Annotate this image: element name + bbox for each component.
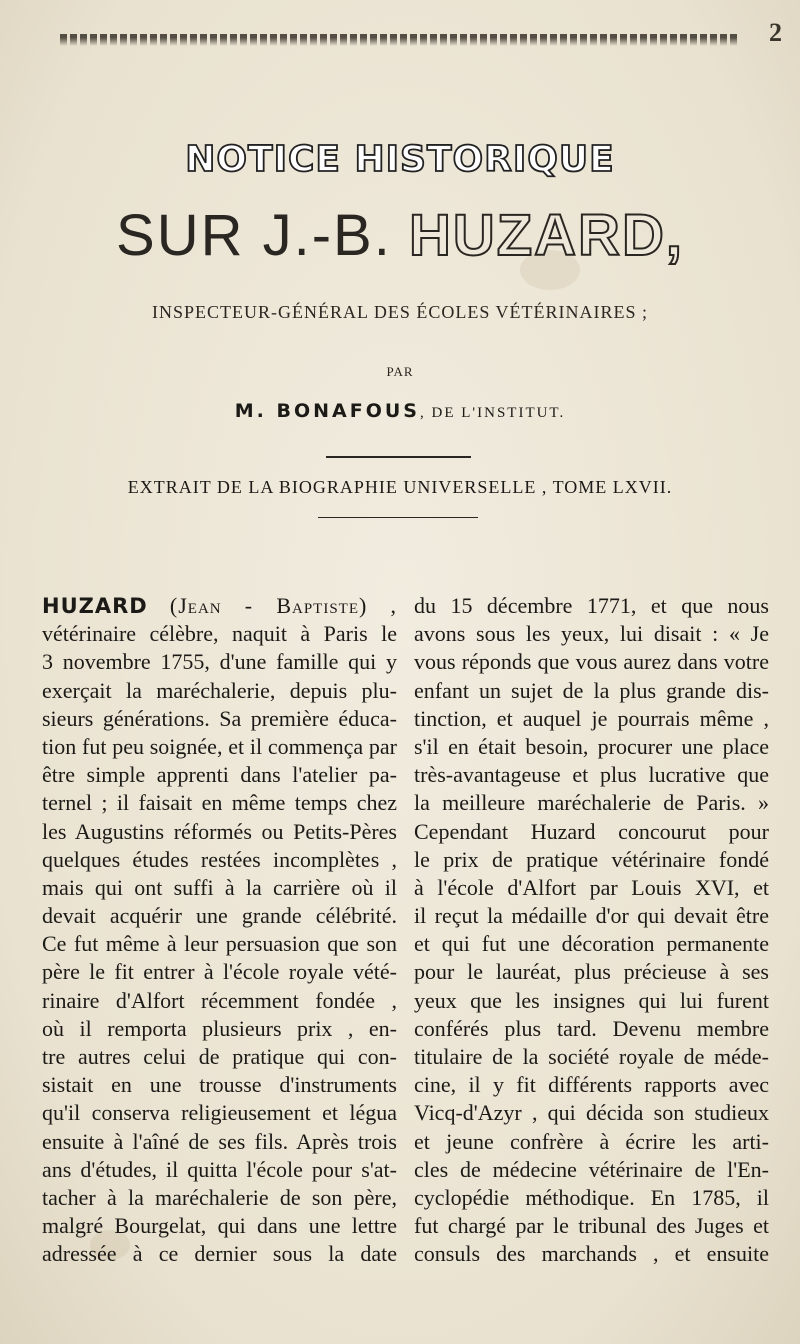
column-line: cles de médecine vétérinaire de l'En-: [414, 1156, 769, 1182]
column-line: tion fut peu soignée, et il commença par: [42, 733, 397, 759]
column-line: ternel ; il faisait en même temps chez: [42, 790, 397, 816]
column-line: le prix de pratique vétérinaire fondé: [414, 846, 769, 872]
author-line: [0, 400, 800, 423]
column-line: tre autres celui de pratique qui con-: [42, 1044, 397, 1069]
top-ornament-border: [60, 34, 740, 46]
column-line: cyclopédie méthodique. En 1785, il: [414, 1184, 769, 1210]
page-title: [0, 203, 800, 268]
column-line: père le fit entrer à l'école royale vété-: [42, 959, 397, 985]
text-column-right: [414, 592, 769, 1269]
column-line: la meilleure maréchalerie de Paris. »: [414, 790, 769, 816]
column-line: quelques études restées incomplètes ,: [42, 846, 397, 872]
article-head-word: HUZARD: [42, 594, 148, 618]
column-line: être simple apprenti dans l'atelier pa-: [42, 762, 397, 788]
column-line: du 15 décembre 1771, et que nous: [414, 593, 769, 618]
title-name: HUZARD,: [408, 203, 684, 268]
column-line: vétérinaire célèbre, naquit à Paris le: [42, 621, 397, 647]
article-head-given: (Jean - Baptiste) ,: [169, 593, 397, 618]
title-prefix: SUR J.-B.: [116, 203, 392, 268]
column-line: ans d'études, il quitta l'école pour s'at-: [42, 1156, 397, 1182]
column-line: [42, 592, 397, 620]
column-line: titulaire de la société royale de méde-: [414, 1044, 769, 1069]
column-line: à l'école d'Alfort par Louis XVI, et: [414, 874, 769, 900]
column-line: fut chargé par le tribunal des Juges et: [414, 1213, 769, 1239]
column-line: et qui fut une décoration permanente: [414, 931, 769, 957]
extract-source: EXTRAIT DE LA BIOGRAPHIE UNIVERSELLE , TOME LXVII.: [127, 477, 673, 497]
column-line: sistait en une trousse d'instruments: [42, 1072, 397, 1098]
column-line: yeux que les insignes qui lui furent: [414, 987, 769, 1013]
column-line: et jeune confrère à écrire les arti-: [414, 1128, 769, 1154]
column-line: s'il en était besoin, procurer une place: [414, 733, 769, 759]
column-line: malgré Bourgelat, qui dans une lettre: [42, 1213, 397, 1239]
column-line: Cependant Huzard concourut pour: [414, 818, 769, 844]
subtitle: INSPECTEUR-GÉNÉRAL DES ÉCOLES VÉTÉRINAIRES ;: [152, 302, 648, 322]
column-line: Vicq-d'Azyr , qui décida son studieux: [414, 1100, 769, 1126]
column-line: les Augustins réformés ou Petits-Pères: [42, 818, 397, 844]
column-line: rinaire d'Alfort récemment fondée ,: [42, 987, 397, 1013]
column-line: tacher à la maréchalerie de son père,: [42, 1184, 397, 1210]
divider-rule: [326, 456, 471, 458]
column-line: devait acquérir une grande célébrité.: [42, 903, 397, 929]
text-column-left: [42, 592, 397, 1269]
column-line: il reçut la médaille d'or qui devait être: [414, 903, 769, 929]
column-line: consuls des marchands , et ensuite: [414, 1241, 769, 1267]
column-line: sieurs générations. Sa première éduca-: [42, 705, 397, 731]
column-line: tinction, et auquel je pourrais même ,: [414, 705, 769, 731]
column-line: où il remporta plusieurs prix , en-: [42, 1015, 397, 1041]
column-line: enfant un sujet de la plus grande dis-: [414, 677, 769, 703]
author-name: M. BONAFOUS: [234, 400, 420, 422]
column-line: vous réponds que vous aurez dans votre: [414, 649, 769, 675]
column-line: qu'il conserva religieusement et légua: [42, 1100, 397, 1126]
column-line: mais qui ont suffi à la carrière où il: [42, 874, 397, 900]
divider-rule: [318, 517, 478, 518]
column-line: ensuite à l'aîné de ses fils. Après trois: [42, 1128, 397, 1154]
column-line: conférés plus tard. Devenu membre: [414, 1015, 769, 1041]
column-line: Ce fut même à leur persuasion que son: [42, 931, 397, 957]
column-line: cine, il y fit différents rapports avec: [414, 1072, 769, 1098]
column-line: 3 novembre 1755, d'une famille qui y: [42, 649, 397, 675]
page-number: 2: [769, 18, 782, 47]
column-line: très-avantageuse et plus lucrative que: [414, 762, 769, 788]
column-line: pour le lauréat, plus précieuse à ses: [414, 959, 769, 985]
byline-par: PAR: [386, 364, 414, 379]
column-line: exerçait la maréchalerie, depuis plu-: [42, 677, 397, 703]
column-line: adressée à ce dernier sous la date: [42, 1241, 397, 1267]
notice-heading: NOTICE HISTORIQUE: [185, 139, 615, 180]
author-institute: , DE L'INSTITUT.: [420, 405, 566, 421]
column-line: avons sous les yeux, lui disait : « Je: [414, 621, 769, 647]
